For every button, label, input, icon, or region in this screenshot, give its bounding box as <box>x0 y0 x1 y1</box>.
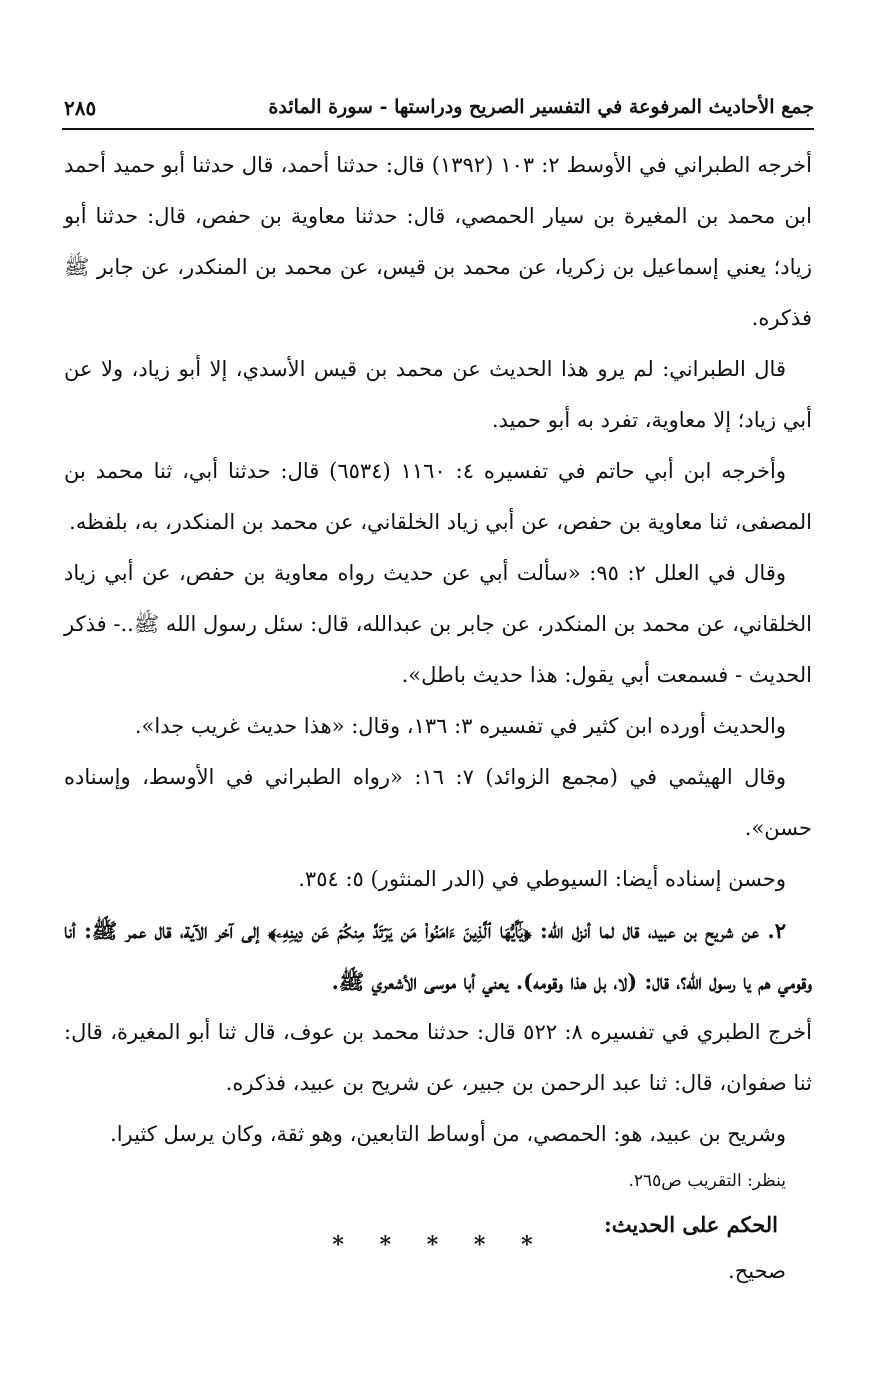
paragraph-ibn-kathir: والحديث أورده ابن كثير في تفسيره ٣: ١٣٦، وقال: «هذا حديث غريب جدا». <box>134 714 786 738</box>
paragraph-ibn-abi-hatim: وأخرجه ابن أبي حاتم في تفسيره ٤: ١١٦٠ (٦٥٣٤) قال: حدثنا أبي، ثنا محمد بن المصفى، ثنا معاوية بن حفص، عن أبي زياد الخلقاني، عن محمد بن المنكدر، به، بلفظه. <box>64 459 812 534</box>
page-header <box>62 94 814 130</box>
paragraph-narrator-note: وشريح بن عبيد، هو: الحمصي، من أوساط التابعين، وهو ثقة، وكان يرسل كثيرا. <box>110 1122 786 1146</box>
paragraph-haythami: وقال الهيثمي في (مجمع الزوائد) ٧: ١٦: «رواه الطبراني في الأوسط، وإسناده حسن». <box>64 765 812 840</box>
ruling-heading: الحكم على الحديث: <box>604 1212 778 1237</box>
paragraph-ilal: وقال في العلل ٢: ٩٥: «سألت أبي عن حديث رواه معاوية بن حفص، عن أبي زياد الخلقاني، عن محمد بن المنكدر، عن جابر بن عبدالله، قال: سئل رسول الله ﷺ..- فذكر الحديث - فسمعت أبي يقول: هذا حديث باطل». <box>64 561 812 687</box>
hadith-2-text: ٢. عن شريح بن عبيد، قال لما أنزل الله: ﴿يَٰٓأَيُّهَا ٱلَّذِينَ ءَامَنُواْ مَن يَرۡتَدَّ مِنكُمۡ عَن دِينِهِۦ﴾ إلى آخر الآية، قال عمر ﷺ: أنا وقومي هم يا رسول الله؟، قال: (لا، بل هذا وقومه). يعني أبا موسى الأشعري ﷺ. <box>64 918 812 994</box>
page-body <box>64 140 812 1294</box>
reference-note: ينظر: التقريب ص٢٦٥. <box>628 1171 786 1191</box>
paragraph-suyuti: وحسن إسناده أيضا: السيوطي في (الدر المنثور) ٥: ٣٥٤. <box>298 867 786 891</box>
paragraph-tabari-takhrij: أخرج الطبري في تفسيره ٨: ٥٢٢ قال: حدثنا محمد بن عوف، قال ثنا أبو المغيرة، قال: ثنا صفوان، قال: ثنا عبد الرحمن بن جبير، عن شريح بن عبيد، فذكره. <box>64 1020 812 1095</box>
section-separator: * * * * * <box>332 1232 547 1258</box>
ruling-value: صحيح. <box>728 1259 786 1283</box>
running-title: جمع الأحاديث المرفوعة في التفسير الصريح ودراستها - سورة المائدة <box>268 96 814 118</box>
page-number: ٢٨٥ <box>64 96 97 120</box>
paragraph-tabarani-takhrij: أخرجه الطبراني في الأوسط ٢: ١٠٣ (١٣٩٢) قال: حدثنا أحمد، قال حدثنا أبو حميد أحمد ابن محمد بن المغيرة بن سيار الحمصي، قال: حدثنا معاوية بن حفص، قال: حدثنا أبو زياد؛ يعني إسماعيل بن زكريا، عن محمد بن قيس، عن محمد بن المنكدر، عن جابر ﷺ فذكره. <box>64 153 812 330</box>
paragraph-tabarani-comment: قال الطبراني: لم يرو هذا الحديث عن محمد بن قيس الأسدي، إلا أبو زياد، ولا عن أبي زياد؛ إلا معاوية، تفرد به أبو حميد. <box>64 357 812 432</box>
